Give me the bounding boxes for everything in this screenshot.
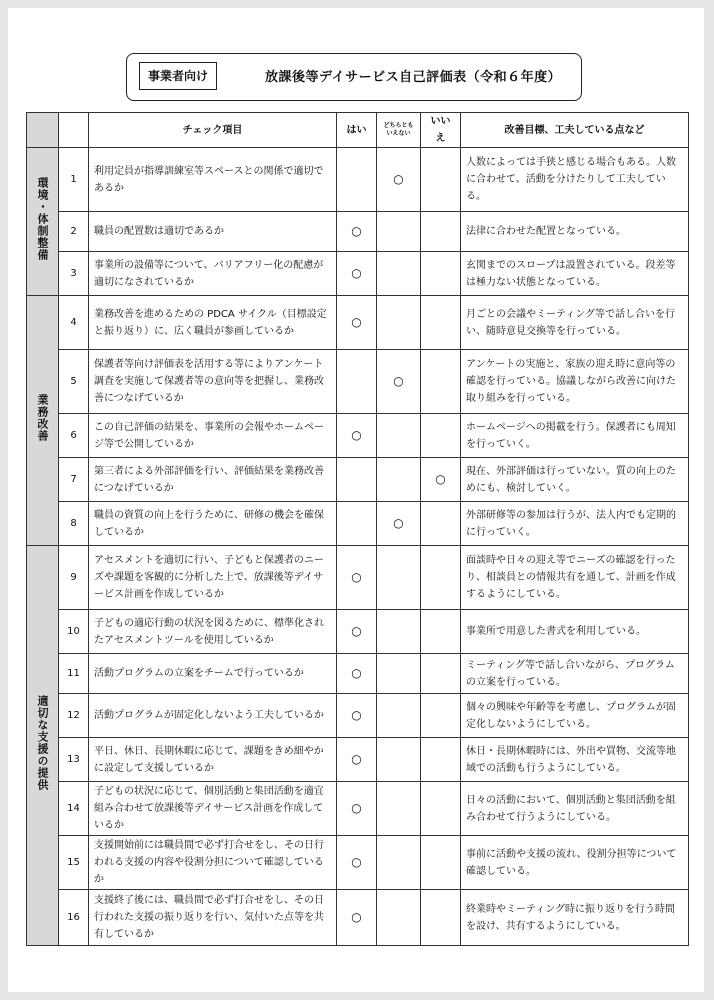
improvement-note: 個々の興味や年齢等を考慮し、プログラムが固定化しないようにしている。 <box>461 694 689 738</box>
improvement-note: 休日・長期休暇時には、外出や買物、交流等地域での活動も行うようにしている。 <box>461 738 689 782</box>
yes-mark: ○ <box>337 890 377 946</box>
header-yes: はい <box>337 113 377 148</box>
header-no: いいえ <box>421 113 461 148</box>
yes-mark <box>337 502 377 546</box>
category-cell <box>27 296 59 546</box>
row-number: 3 <box>59 252 89 296</box>
table-row <box>27 212 689 252</box>
category-cell <box>27 546 59 946</box>
check-item-text: 活動プログラムが固定化しないよう工夫しているか <box>89 694 337 738</box>
header-category <box>27 113 59 148</box>
no-mark <box>421 212 461 252</box>
row-number: 10 <box>59 610 89 654</box>
row-number: 1 <box>59 148 89 212</box>
check-item-text: 平日、休日、長期休暇に応じて、課題をきめ細やかに設定して支援しているか <box>89 738 337 782</box>
table-row <box>27 502 689 546</box>
row-number: 7 <box>59 458 89 502</box>
neutral-mark: ○ <box>377 350 421 414</box>
check-item-text: 第三者による外部評価を行い、評価結果を業務改善につなげているか <box>89 458 337 502</box>
header-neutral: どちらとも いえない <box>377 113 421 148</box>
neutral-mark <box>377 458 421 502</box>
no-mark <box>421 296 461 350</box>
table-row <box>27 296 689 350</box>
yes-mark: ○ <box>337 296 377 350</box>
category-label: 環境・体制整備 <box>36 176 49 261</box>
check-item-text: 子どもの適応行動の状況を図るために、標準化されたアセスメントツールを使用しているか <box>89 610 337 654</box>
yes-mark: ○ <box>337 610 377 654</box>
table-row <box>27 458 689 502</box>
yes-mark: ○ <box>337 836 377 890</box>
neutral-mark <box>377 296 421 350</box>
yes-mark: ○ <box>337 654 377 694</box>
check-item-text: 子どもの状況に応じて、個別活動と集団活動を適宜組み合わせて放課後等デイサービス計画を作成しているか <box>89 782 337 836</box>
no-mark <box>421 654 461 694</box>
yes-mark: ○ <box>337 212 377 252</box>
neutral-mark <box>377 694 421 738</box>
improvement-note: ホームページへの掲載を行う。保護者にも周知を行っていく。 <box>461 414 689 458</box>
table-header-row <box>27 113 689 148</box>
table-row <box>27 654 689 694</box>
row-number: 13 <box>59 738 89 782</box>
neutral-mark <box>377 836 421 890</box>
row-number: 5 <box>59 350 89 414</box>
neutral-mark <box>377 782 421 836</box>
check-item-text: 利用定員が指導訓練室等スペースとの関係で適切であるか <box>89 148 337 212</box>
header-number <box>59 113 89 148</box>
check-item-text: 業務改善を進めるための PDCA サイクル（目標設定と振り返り）に、広く職員が参画しているか <box>89 296 337 350</box>
check-item-text: 職員の配置数は適切であるか <box>89 212 337 252</box>
yes-mark: ○ <box>337 414 377 458</box>
yes-mark: ○ <box>337 782 377 836</box>
improvement-note: 終業時やミーティング時に振り返りを行う時間を設け、共有するようにしている。 <box>461 890 689 946</box>
yes-mark <box>337 148 377 212</box>
no-mark: ○ <box>421 458 461 502</box>
table-row <box>27 610 689 654</box>
improvement-note: アンケートの実施と、家族の迎え時に意向等の確認を行っている。協議しながら改善に向けた取り組みを行っている。 <box>461 350 689 414</box>
yes-mark <box>337 350 377 414</box>
improvement-note: 玄関までのスロープは設置されている。段差等は極力ない状態となっている。 <box>461 252 689 296</box>
improvement-note: 人数によっては手狭と感じる場合もある。人数に合わせて、活動を分けたりして工夫している。 <box>461 148 689 212</box>
neutral-mark <box>377 212 421 252</box>
evaluation-table <box>26 112 689 946</box>
row-number: 12 <box>59 694 89 738</box>
category-label: 業務改善 <box>36 393 49 442</box>
header-check-item: チェック項目 <box>89 113 337 148</box>
neutral-mark <box>377 610 421 654</box>
neutral-mark: ○ <box>377 502 421 546</box>
document-page <box>8 8 704 992</box>
row-number: 8 <box>59 502 89 546</box>
category-cell <box>27 148 59 296</box>
row-number: 15 <box>59 836 89 890</box>
neutral-mark: ○ <box>377 148 421 212</box>
check-item-text: アセスメントを適切に行い、子どもと保護者のニーズや課題を客観的に分析した上で、放課後等デイサービス計画を作成しているか <box>89 546 337 610</box>
table-row <box>27 252 689 296</box>
row-number: 16 <box>59 890 89 946</box>
table-row <box>27 546 689 610</box>
document-title: 放課後等デイサービス自己評価表（令和６年度） <box>265 70 562 85</box>
improvement-note: 法律に合わせた配置となっている。 <box>461 212 689 252</box>
neutral-mark <box>377 414 421 458</box>
row-number: 6 <box>59 414 89 458</box>
no-mark <box>421 694 461 738</box>
no-mark <box>421 610 461 654</box>
table-row <box>27 694 689 738</box>
improvement-note: 外部研修等の参加は行うが、法人内でも定期的に行っていく。 <box>461 502 689 546</box>
header-improvement: 改善目標、工夫している点など <box>461 113 689 148</box>
no-mark <box>421 738 461 782</box>
table-row <box>27 414 689 458</box>
no-mark <box>421 502 461 546</box>
table-row <box>27 738 689 782</box>
no-mark <box>421 414 461 458</box>
no-mark <box>421 546 461 610</box>
check-item-text: 保護者等向け評価表を活用する等によりアンケート調査を実施して保護者等の意向等を把握し、業務改善につなげているか <box>89 350 337 414</box>
yes-mark: ○ <box>337 694 377 738</box>
table-row <box>27 350 689 414</box>
no-mark <box>421 836 461 890</box>
improvement-note: 月ごとの会議やミーティング等で話し合いを行い、随時意見交換等を行っている。 <box>461 296 689 350</box>
no-mark <box>421 252 461 296</box>
no-mark <box>421 350 461 414</box>
neutral-mark <box>377 252 421 296</box>
table-row <box>27 782 689 836</box>
neutral-mark <box>377 890 421 946</box>
neutral-mark <box>377 738 421 782</box>
yes-mark: ○ <box>337 738 377 782</box>
table-row <box>27 148 689 212</box>
improvement-note: 事業所で用意した書式を利用している。 <box>461 610 689 654</box>
table-row <box>27 836 689 890</box>
row-number: 4 <box>59 296 89 350</box>
category-label: 適切な支援の提供 <box>36 694 49 791</box>
check-item-text: 職員の資質の向上を行うために、研修の機会を確保しているか <box>89 502 337 546</box>
yes-mark: ○ <box>337 546 377 610</box>
neutral-mark <box>377 546 421 610</box>
title-box <box>126 53 582 101</box>
table-row <box>27 890 689 946</box>
improvement-note: 現在、外部評価は行っていない。質の向上のためにも、検討していく。 <box>461 458 689 502</box>
row-number: 14 <box>59 782 89 836</box>
audience-label: 事業者向け <box>139 62 217 90</box>
no-mark <box>421 890 461 946</box>
check-item-text: この自己評価の結果を、事業所の会報やホームページ等で公開しているか <box>89 414 337 458</box>
check-item-text: 活動プログラムの立案をチームで行っているか <box>89 654 337 694</box>
improvement-note: ミーティング等で話し合いながら、プログラムの立案を行っている。 <box>461 654 689 694</box>
check-item-text: 支援開始前には職員間で必ず打合せをし、その日行われる支援の内容や役割分担について確認しているか <box>89 836 337 890</box>
improvement-note: 面談時や日々の迎え等でニーズの確認を行ったり、相談員との情報共有を通して、計画を作成するようにしている。 <box>461 546 689 610</box>
improvement-note: 事前に活動や支援の流れ、役割分担等について確認している。 <box>461 836 689 890</box>
neutral-mark <box>377 654 421 694</box>
no-mark <box>421 782 461 836</box>
yes-mark: ○ <box>337 252 377 296</box>
check-item-text: 支援終了後には、職員間で必ず打合せをし、その日行われた支援の振り返りを行い、気付いた点等を共有しているか <box>89 890 337 946</box>
row-number: 11 <box>59 654 89 694</box>
check-item-text: 事業所の設備等について、バリアフリー化の配慮が適切になされているか <box>89 252 337 296</box>
yes-mark <box>337 458 377 502</box>
improvement-note: 日々の活動において、個別活動と集団活動を組み合わせて行うようにしている。 <box>461 782 689 836</box>
no-mark <box>421 148 461 212</box>
row-number: 9 <box>59 546 89 610</box>
row-number: 2 <box>59 212 89 252</box>
